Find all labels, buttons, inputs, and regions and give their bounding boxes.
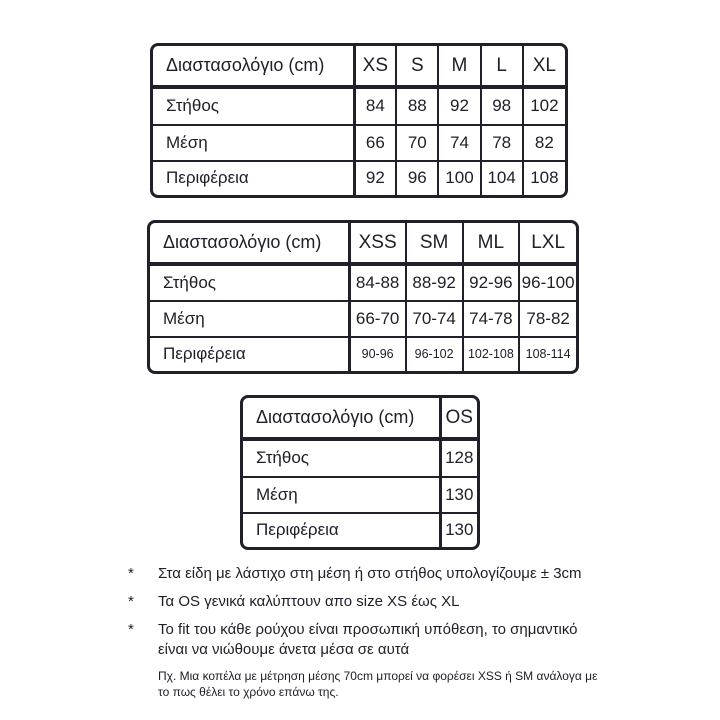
measurement-row (243, 513, 477, 547)
example-line: Πχ. Μια κοπέλα με μέτρηση μέσης 70cm μπορεί να φορέσει XSS ή SM ανάλογα με (158, 669, 598, 683)
footnote-text (158, 620, 578, 660)
measurement-value: 92 (354, 161, 396, 195)
measurement-value: 78 (481, 125, 523, 161)
measurement-label: Στήθος (153, 87, 354, 125)
size-column-header: M (438, 46, 480, 87)
measurement-value: 108-114 (525, 347, 571, 362)
footnote-item (128, 564, 597, 584)
size-column-header: OS (440, 398, 477, 439)
asterisk-marker: * (128, 621, 134, 638)
size-table (243, 398, 477, 547)
measurement-label: Περιφέρεια (243, 513, 440, 547)
size-column-header: L (481, 46, 523, 87)
measurement-row (243, 439, 477, 477)
footnote-example (158, 668, 597, 700)
measurement-row (153, 161, 565, 195)
size-table-xss-lxl (147, 220, 579, 374)
size-table (153, 46, 565, 195)
table-title: Διαστασολόγιο (cm) (153, 46, 354, 87)
measurement-value: 84 (354, 87, 396, 125)
measurement-value: 66 (354, 125, 396, 161)
measurement-value: 130 (440, 477, 477, 513)
measurement-value: 96 (396, 161, 438, 195)
table-title: Διαστασολόγιο (cm) (243, 398, 440, 439)
measurement-row (150, 264, 576, 301)
measurement-value: 90-96 (349, 337, 406, 371)
measurement-value: 108 (530, 168, 559, 188)
footnotes (128, 564, 597, 700)
measurement-value: 98 (481, 87, 523, 125)
size-table-os (240, 395, 480, 550)
measurement-value: 92 (438, 87, 480, 125)
measurement-value: 128 (440, 439, 477, 477)
measurement-value: 130 (445, 520, 474, 540)
size-table-xs-xl (150, 43, 568, 198)
measurement-row (153, 125, 565, 161)
table-title: Διαστασολόγιο (cm) (150, 223, 349, 264)
measurement-value: 88 (396, 87, 438, 125)
asterisk-marker: * (128, 565, 134, 582)
measurement-value: 82 (523, 125, 565, 161)
measurement-value: 66-70 (349, 301, 406, 337)
measurement-value: 78-82 (519, 301, 576, 337)
size-column-header: SM (406, 223, 463, 264)
size-column-header: S (396, 46, 438, 87)
example-line: το πως θέλει το χρόνο επάνω της. (158, 685, 339, 699)
footnote-line: είναι να νιώθουμε άνετα μέσα σε αυτά (158, 641, 410, 658)
measurement-value: 100 (438, 161, 480, 195)
measurement-row (243, 477, 477, 513)
measurement-value: 102 (523, 87, 565, 125)
footnote-item (128, 620, 597, 660)
measurement-label: Στήθος (243, 439, 440, 477)
measurement-row (153, 87, 565, 125)
footnote-line: Το fit του κάθε ρούχου είναι προσωπική υπόθεση, το σημαντικό (158, 621, 578, 638)
measurement-value: 104 (481, 161, 523, 195)
measurement-row (150, 337, 576, 371)
measurement-value: 96-102 (406, 337, 463, 371)
measurement-label: Μέση (150, 301, 349, 337)
size-table (150, 223, 576, 371)
footnote-line: Τα OS γενικά καλύπτουν απο size XS έως XL (158, 593, 460, 610)
measurement-value: 74-78 (463, 301, 520, 337)
size-column-header: XSS (349, 223, 406, 264)
measurement-row (150, 301, 576, 337)
footnote-text (158, 564, 582, 584)
measurement-value: 70 (396, 125, 438, 161)
measurement-label: Περιφέρεια (150, 337, 349, 371)
measurement-value: 84-88 (349, 264, 406, 301)
measurement-label: Στήθος (150, 264, 349, 301)
footnote-item (128, 592, 597, 612)
measurement-value: 102-108 (463, 337, 520, 371)
footnote-text (158, 592, 459, 612)
measurement-value: 70-74 (406, 301, 463, 337)
size-column-header: ML (463, 223, 520, 264)
measurement-label: Μέση (153, 125, 354, 161)
size-column-header: XS (354, 46, 396, 87)
measurement-label: Μέση (243, 477, 440, 513)
footnote-line: Στα είδη με λάστιχο στη μέση ή στο στήθος υπολογίζουμε ± 3cm (158, 565, 582, 582)
measurement-value: 88-92 (406, 264, 463, 301)
measurement-value: 92-96 (463, 264, 520, 301)
asterisk-marker: * (128, 593, 134, 610)
size-column-header: LXL (519, 223, 576, 264)
measurement-value: 96-100 (519, 264, 576, 301)
measurement-value: 74 (438, 125, 480, 161)
measurement-label: Περιφέρεια (153, 161, 354, 195)
size-column-header: XL (523, 46, 565, 87)
